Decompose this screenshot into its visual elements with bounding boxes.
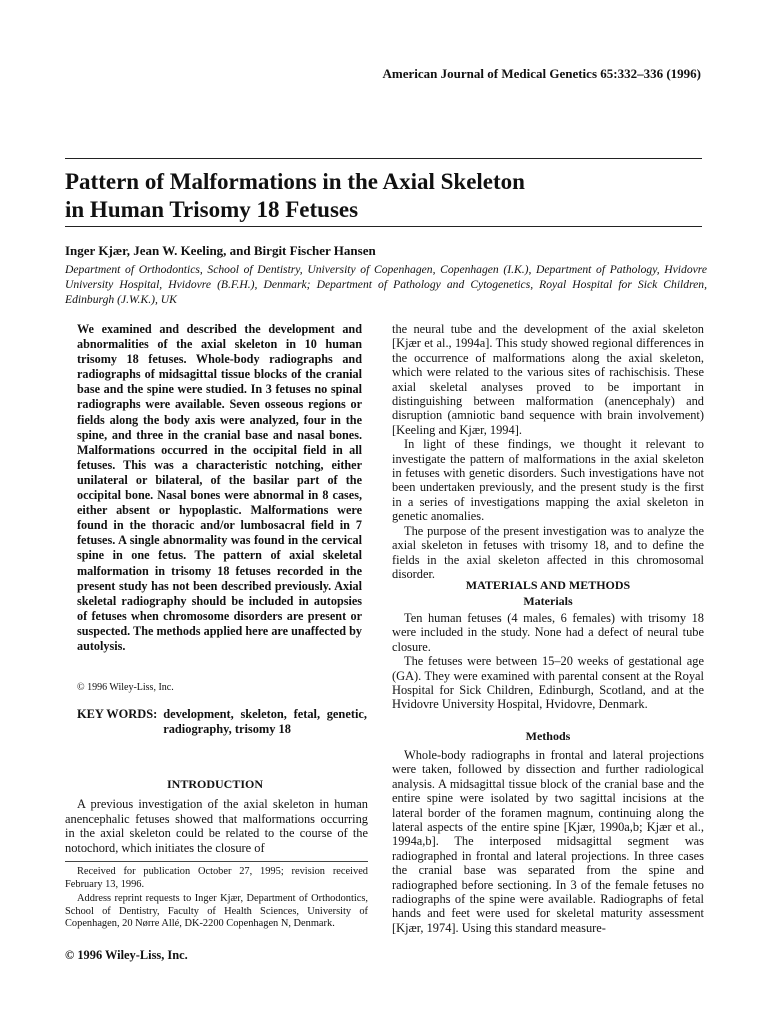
paper-title [65, 168, 525, 224]
abstract: We examined and described the development and abnormalities of the axial skeleton in 10 human trisomy 18 fetuses. Whole-body radiographs and radiographs of midsagittal tissue blocks of the cranial base and the spine were studied. In 3 fetuses no spinal radiographs were available. Seven osseous regions or fields along the body axis were analyzed, four in the spine, and three in the cranial base and nasal bones. Malformations occurred in the occipital field in all fetuses. This was a characteristic notching, either unilateral or bilateral, of the basilar part of the occipital bone. Nasal bones were abnormal in 8 cases, either absent or hypoplastic. Malformations were found in the thoracic and/or lumbosacral field in 7 fetuses. A single abnormality was found in the cervical spine in one fetus. The pattern of axial skeletal malformation in trisomy 18 fetuses recorded in the present study has not been described previously. Axial skeletal radiography should be included in autopsies of fetuses when chromosome disorders are present or suspected. The methods applied here are unaffected by autolysis. [77, 322, 362, 653]
paragraph: the neural tube and the development of the axial skeleton [Kjær et al., 1994a]. This study showed regional differences in the occurrence of malformations along the axial skeleton, which were related to the various sites of rachischisis. These axial skeletal analyses proved to be important in distinguishing between malformation (anencephaly) and disruption (amniotic band sequence with brain involvement) [Keeling and Kjær, 1994]. [392, 322, 704, 437]
paragraph: Whole-body radiographs in frontal and lateral projections were taken, followed by dissection and further radiological analysis. A midsagittal tissue block of the cranial base and the entire spine were isolated by two sagittal incisions at the lateral border of the foramen magnum, continuing along the lateral aspects of the entire spine [Kjær, 1990a,b; Kjær et al., 1994a,b]. The interposed midsagittal segment was radiographed in frontal and lateral projections. In three cases the cranial base was separated from the spine and radiographed before sectioning. In 3 of the female fetuses no radiographs of the spine were available. Radiographs of fetal hands and feet were used for skeletal maturity assessment [Kjær, 1974]. Using this standard measure- [392, 748, 704, 935]
paragraph: The fetuses were between 15–20 weeks of gestational age (GA). They were examined with parental consent at the Royal Hospital for Sick Children, Edinburgh, Scotland, and at the Hvidovre University Hospital, Hvidovre, Denmark. [392, 654, 704, 712]
key-words-list: development, skeleton, fetal, genetic, radiography, trisomy 18 [163, 707, 367, 737]
title-rule-bottom [65, 226, 702, 227]
authors: Inger Kjær, Jean W. Keeling, and Birgit Fischer Hansen [65, 243, 376, 258]
footnote-reprint: Address reprint requests to Inger Kjær, Department of Orthodontics, School of Dentistry, Faculty of Health Sciences, University of Copenhagen, 20 Nørre Allé, DK-2200 Copenhagen N, Denmark. [65, 893, 368, 930]
key-words-label: KEY WORDS: [77, 707, 158, 721]
materials-text [392, 611, 704, 712]
introduction-text: A previous investigation of the axial skeleton in human anencephalic fetuses showed that malformations occurring in the axial skeleton could be related to the course of the notochord, which initiates the closure of [65, 797, 368, 855]
materials-heading: Materials [523, 594, 573, 608]
materials-methods-heading: MATERIALS AND METHODS [465, 578, 631, 592]
footnote-received: Received for publication October 27, 1995; revision received February 13, 1996. [65, 866, 368, 890]
journal-header: American Journal of Medical Genetics 65:332–336 (1996) [382, 66, 701, 81]
paragraph: The purpose of the present investigation was to analyze the axial skeleton in fetuses with trisomy 18, and to define the fields in the axial skeleton affected in this chromosomal disorder. [392, 523, 704, 581]
publisher-copyright: © 1996 Wiley-Liss, Inc. [65, 948, 188, 962]
introduction-heading: INTRODUCTION [166, 777, 263, 791]
title-rule-top [65, 158, 702, 159]
affiliation: Department of Orthodontics, School of Dentistry, University of Copenhagen, Copenhagen (I.K.), Department of Pathology, Hvidovre University Hospital, Hvidovre (B.F.H.), Denmark; Department of Pathology and Cytogenetics, Royal Hospital for Sick Children, Edinburgh (J.W.K.), UK [65, 263, 707, 306]
key-words-row [77, 707, 367, 737]
title-line-1: Pattern of Malformations in the Axial Skeleton [65, 169, 525, 194]
key-words [77, 707, 367, 737]
paragraph: Ten human fetuses (4 males, 6 females) with trisomy 18 were included in the study. None had a defect of neural tube closure. [392, 611, 704, 654]
right-column-intro [392, 322, 704, 581]
title-line-2: in Human Trisomy 18 Fetuses [65, 197, 359, 222]
paragraph: In light of these findings, we thought it relevant to investigate the pattern of malformations in the axial skeleton in fetuses with genetic disorders. Such investigations have not been undertaken previously, and the present study is the first in a series of investigations mapping the axial skeleton in genetic anomalies. [392, 437, 704, 524]
methods-text [392, 748, 704, 935]
abstract-copyright: © 1996 Wiley-Liss, Inc. [77, 682, 174, 693]
footnote-rule [65, 861, 368, 862]
methods-heading: Methods [525, 729, 571, 743]
